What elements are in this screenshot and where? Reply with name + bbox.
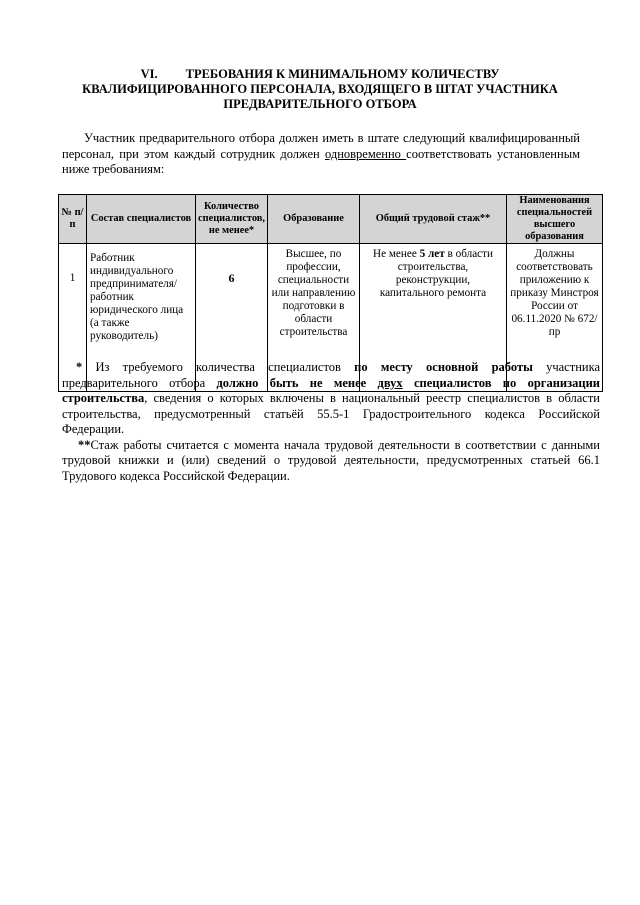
cell-num: 1 xyxy=(59,244,87,392)
footnote-1-bold-underlined: двух xyxy=(377,375,403,390)
footnote-2 xyxy=(62,438,600,485)
heading-text-1: ТРЕБОВАНИЯ К МИНИМАЛЬНОМУ КОЛИЧЕСТВУ xyxy=(185,67,500,81)
footnote-1-text-3: , сведения о которых включены в национальный реестр специалистов в области строительства, предусмотренный статьёй 55.5-1 Градостроительного кодекса Российской Федерации. xyxy=(62,391,600,436)
heading-line-2: КВАЛИФИЦИРОВАННОГО ПЕРСОНАЛА, ВХОДЯЩЕГО В ШТАТ УЧАСТНИКА xyxy=(82,82,558,96)
footnote-1-bold-3: специалистов по организации строительства xyxy=(62,375,600,405)
section-number: VI. xyxy=(140,67,158,81)
table-header-row xyxy=(59,195,603,244)
experience-years: 5 лет xyxy=(419,248,445,260)
experience-suffix: в области строительства, реконструкции, капитального ремонта xyxy=(379,248,494,299)
footnote-2-stars: ** xyxy=(78,437,91,452)
cell-education: Высшее, по профессии, специальности или направлению подготовки в области строительства xyxy=(268,244,360,392)
footnote-1-bold-2: должно быть не менее xyxy=(216,375,378,390)
header-quantity: Количество специалистов, не менее* xyxy=(196,195,268,244)
footnote-1-text-1: Из требуемого количества специалистов xyxy=(82,360,355,374)
footnote-1-bold-1: по месту основной работы xyxy=(354,360,533,374)
header-composition: Состав специалистов xyxy=(87,195,196,244)
footnote-1 xyxy=(62,360,600,438)
header-num: № п/п xyxy=(59,195,87,244)
intro-text-1: Участник предварительного отбора должен иметь в штате следующий квалифицированный персонал, при этом каждый сотрудник должен xyxy=(62,131,580,161)
footnotes xyxy=(62,360,600,484)
heading-line-1 xyxy=(60,67,580,82)
intro-paragraph xyxy=(62,131,580,178)
experience-prefix: Не менее xyxy=(372,248,420,260)
cell-composition: Работник индивидуального предпринимателя/ работник юридического лица (а также руководитель) xyxy=(87,244,196,392)
footnote-2-text: Стаж работы считается с момента начала трудовой деятельности в соответствии с данными трудовой книжки и (или) сведений о трудовой деятельности, предусмотренных статьей 66.1 Трудового кодекса Российской Федерации. xyxy=(62,437,600,483)
intro-underlined: одновременно xyxy=(324,146,407,161)
footnote-1-text-2: участника предварительного отбора xyxy=(62,360,601,390)
header-specialties: Наименования специальностей высшего образования xyxy=(507,195,603,244)
header-education: Образование xyxy=(268,195,360,244)
cell-specialties: Должны соответствовать приложению к приказу Минстроя России от 06.11.2020 № 672/пр xyxy=(507,244,603,392)
heading-line-3: ПРЕДВАРИТЕЛЬНОГО ОТБОРА xyxy=(223,97,417,111)
footnote-1-star: * xyxy=(76,360,83,374)
cell-quantity: 6 xyxy=(196,244,268,392)
section-heading xyxy=(60,67,580,112)
header-experience: Общий трудовой стаж** xyxy=(360,195,507,244)
intro-text-2: соответствовать установленным ниже требованиям: xyxy=(62,146,580,176)
